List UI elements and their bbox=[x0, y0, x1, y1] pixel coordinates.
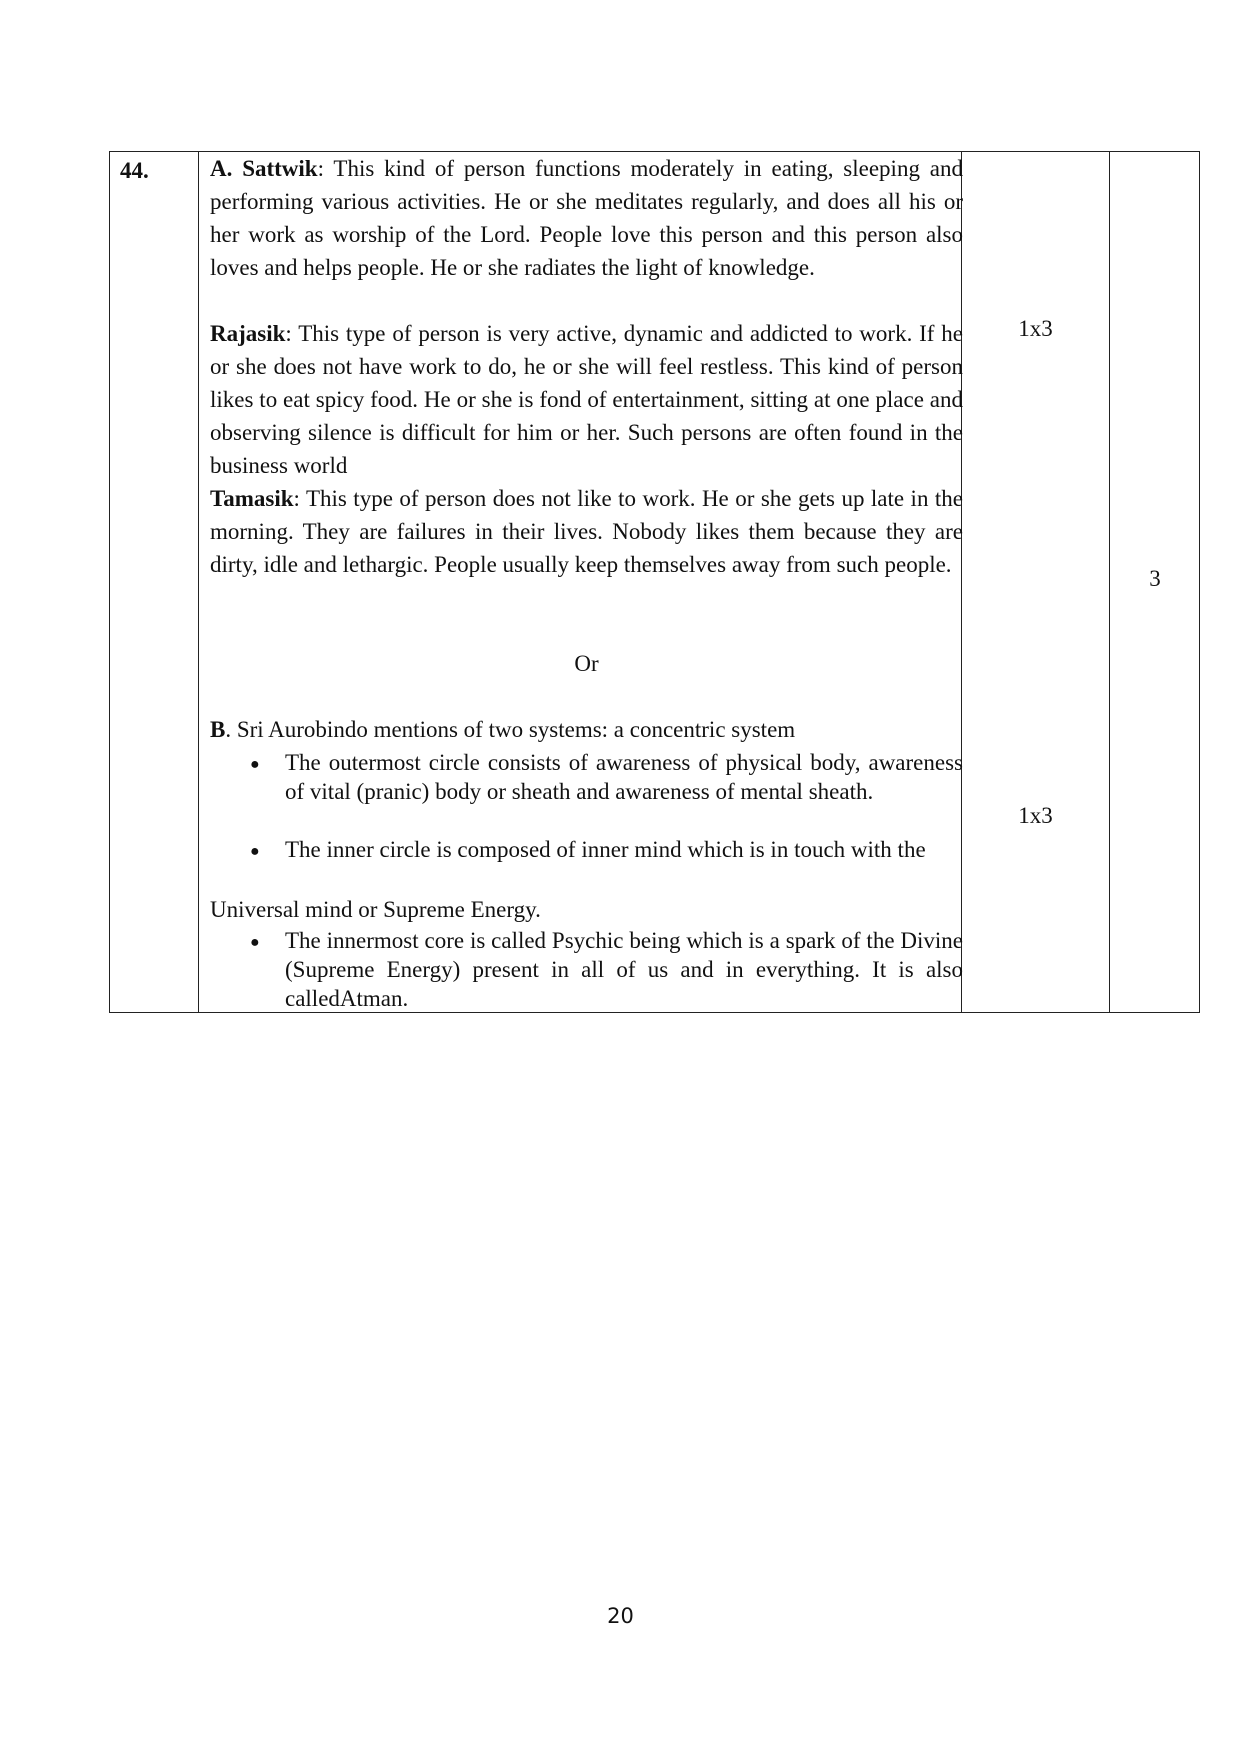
tamasik-label: Tamasik bbox=[210, 486, 294, 511]
rajasik-label: Rajasik bbox=[210, 321, 286, 346]
part-a-marks: 1x3 bbox=[1018, 316, 1053, 341]
rajasik-text: : This type of person is very active, dynamic and addicted to work. If he or she does not have work to do, he or she will feel restless. This kind of person likes to eat spicy food. He or she is fond of entertainment, sitting at one place and observing silence is difficult for him or her. Such persons are often found in the business world bbox=[210, 321, 963, 478]
total-marks: 3 bbox=[1149, 566, 1161, 591]
tamasik-text: : This type of person does not like to work. He or she gets up late in the morning. They are failures in their lives. Nobody likes them because they are dirty, idle and lethargic. People usually keep themselves away from such people. bbox=[210, 486, 963, 577]
part-b-label: B bbox=[210, 717, 226, 742]
bullet-icon: ● bbox=[250, 843, 260, 860]
sattwik-text: : This kind of person functions moderately in eating, sleeping and performing various activities. He or she meditates regularly, and does all his or her work as worship of the Lord. People love this person and this person also loves and helps people. He or she radiates the light of knowledge. bbox=[210, 156, 963, 280]
page-number: 20 bbox=[607, 1604, 634, 1628]
answer-table bbox=[109, 151, 1200, 1013]
rajasik-paragraph bbox=[210, 317, 963, 482]
sattwik-label: A. Sattwik bbox=[210, 156, 318, 181]
bullet-text: The outermost circle consists of awareness of physical body, awareness of vital (pranic) body or sheath and awareness of mental sheath. bbox=[285, 750, 963, 804]
tamasik-paragraph bbox=[210, 482, 963, 581]
question-number: 44. bbox=[120, 158, 149, 183]
part-b-intro-text: . Sri Aurobindo mentions of two systems: a concentric system bbox=[225, 717, 796, 742]
bullet-text: The inner circle is composed of inner mind which is in touch with the bbox=[285, 837, 926, 862]
or-separator: Or bbox=[574, 651, 599, 676]
continuation-text: Universal mind or Supreme Energy. bbox=[210, 897, 541, 922]
part-b-intro bbox=[210, 713, 963, 746]
column-divider bbox=[198, 152, 199, 1012]
bullet-icon: ● bbox=[250, 934, 260, 951]
bullet-text: The innermost core is called Psychic being which is a spark of the Divine (Supreme Energy) present in all of us and in everything. It is also calledAtman. bbox=[285, 928, 963, 1011]
part-b-marks: 1x3 bbox=[1018, 803, 1053, 828]
sattwik-paragraph bbox=[210, 152, 963, 284]
bullet-icon: ● bbox=[250, 756, 260, 773]
